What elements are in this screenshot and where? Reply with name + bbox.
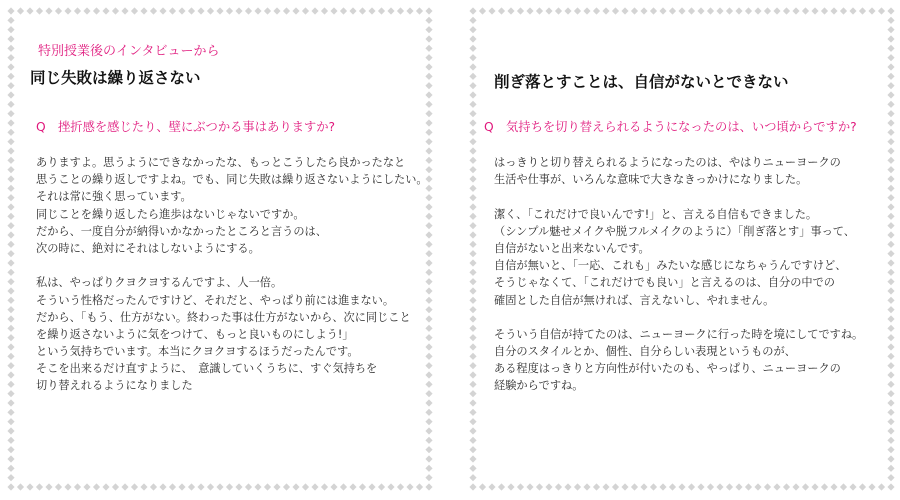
answer-line: そこを出来るだけ直すように、 意識していくうちに、すぐ気持ちを [36, 362, 378, 376]
answer-line: だから、「もう、仕方がない。終わった事は仕方がないから、次に同じこと [36, 310, 411, 324]
interview-panel-left [4, 4, 436, 494]
answer-line: それは常に強く思っています。 [36, 190, 192, 204]
answer-line: はっきりと切り替えられるようになったのは、やはりニューヨークの [494, 156, 841, 169]
answer-line: 自信が無いと、「一応、これも」みたいな感じになちゃうんですけど、 [494, 259, 847, 273]
answer-line: そうじゃなくて、「これだけでも良い」と言えるのは、自分の中での [494, 276, 835, 290]
answer-line: を繰り返さないように気をつけて、もっと良いものにしよう!」 [36, 327, 354, 341]
answer-line: だから、一度自分が納得いかなかったところと言うのは、 [36, 224, 327, 238]
answer-line: そういう性格だったんですけど、それだと、やっぱり前には進まない。 [36, 293, 395, 307]
answer-line: 思うことの繰り返しですよね。でも、同じ失敗は繰り返さないようにしたい。 [36, 173, 428, 187]
interview-question: Q 気持ちを切り替えられるようになったのは、いつ頃からですか? [484, 120, 857, 134]
answer-line: 潔く、「これだけで良いんです!」と、言える自信もできました。 [494, 207, 818, 221]
section-label: 特別授業後のインタビューから [38, 44, 220, 59]
interview-answer [36, 154, 436, 395]
answer-line: 私は、やっぱりクヨクヨするんですよ、人一倍。 [36, 276, 283, 290]
answer-line: （シンプル魅せメイクや脱フルメイクのように）「削ぎ落とす」事って、 [494, 224, 855, 238]
answer-line: 切り替えれるようになりました [36, 379, 193, 393]
answer-line: ある程度はっきりと方向性が付いたのも、やっぱり、ニューヨークの [494, 362, 841, 376]
answer-line: そういう自信が持てたのは、ニューヨークに行った時を境にしてですね。 [494, 327, 864, 341]
interview-answer [494, 154, 894, 395]
interview-question: Q 挫折感を感じたり、壁にぶつかる事はありますか? [36, 120, 336, 134]
answer-line: という気持ちでいます。本当にクヨクヨするほうだったんです。 [36, 345, 359, 359]
answer-line: 同じことを繰り返したら進歩はないじゃないですか。 [36, 207, 305, 221]
answer-line: 自分のスタイルとか、個性、自分らしい表現というものが、 [494, 345, 796, 359]
answer-line: 経験からですね。 [494, 379, 584, 393]
panel-content [4, 4, 436, 494]
answer-line [494, 309, 894, 326]
article-title: 同じ失敗は繰り返さない [30, 69, 201, 87]
answer-line [36, 257, 436, 274]
answer-line: ありますよ。思うようにできなかったな、もっとこうしたら良かったなと [36, 156, 406, 169]
answer-line: 自信がないと出来ないんです。 [494, 241, 650, 255]
answer-line: 次の時に、絶対にそれはしないようにする。 [36, 241, 260, 255]
article-title: 削ぎ落とすことは、自信がないとできない [494, 73, 789, 91]
answer-line: 生活や仕事が、いろんな意味で大きなきっかけになりました。 [494, 173, 808, 187]
answer-line: 確固とした自信が無ければ、言えないし、やれません。 [494, 293, 775, 307]
interview-panel-right [466, 4, 898, 494]
answer-line [494, 188, 894, 205]
panel-content [466, 4, 898, 494]
